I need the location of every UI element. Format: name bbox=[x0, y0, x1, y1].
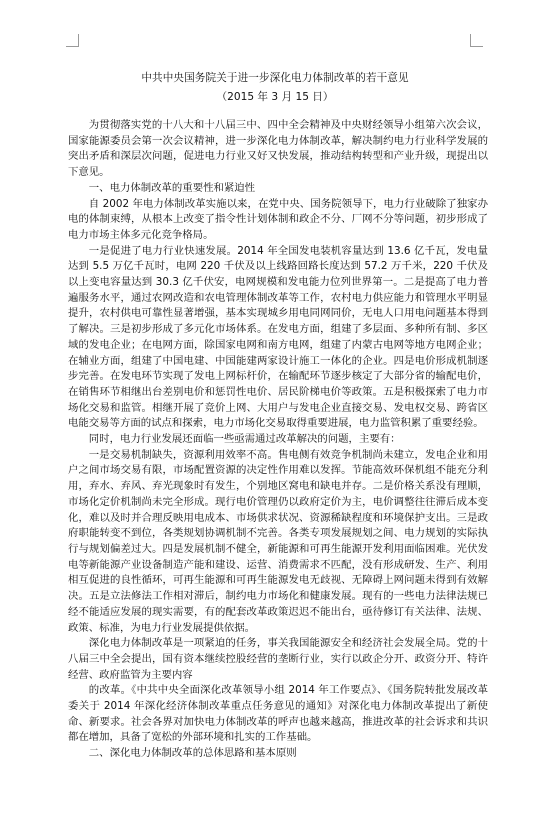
section-heading-1: 一、电力体制改革的重要性和紧迫性 bbox=[88, 181, 256, 194]
margin-corner-mark bbox=[470, 34, 483, 47]
margin-corner-mark bbox=[66, 34, 79, 47]
paragraph: 一是交易机制缺失，资源利用效率不高。售电侧有效竞争机制尚未建立，发电企业和用户之间市场交易有限，市场配置资源的决定性作用难以发挥。节能高效环保机组不能充分利用，弃水、弃风、弃光现象时有发生，个别地区窝电和缺电并存。二是价格关系没有理顺，市场化定价机制尚未完全形成。现行电价管理仍以政府定价为主，电价调整往往滞后成本变化，难以及时并合理反映用电成本、市场供求状况、资源稀缺程度和环境保护支出。三是政府职能转变不到位，各类规划协调机制不完善。各类专项发展规划之间、电力规划的实际执行与规划偏差过大。四是发展机制不健全，新能源和可再生能源开发利用面临困难。光伏发电等新能源产业设备制造产能和建设、运营、消费需求不匹配，没有形成研发、生产、利用相互促进的良性循环，可再生能源和可再生能源发电无歧视、无障碍上网问题未得到有效解决。五是立法修法工作相对滞后，制约电力市场化和健康发展。现有的一些电力法律法规已经不能适应发展的现实需要，有的配套改革政策迟迟不能出台，亟待修订有关法律、法规、政策、标准，为电力行业发展提供依据。 bbox=[68, 448, 488, 634]
paragraph: 自 2002 年电力体制改革实施以来，在党中央、国务院领导下，电力行业破除了独家办电的体制束缚，从根本上改变了指令性计划体制和政企不分、厂网不分等问题，初步形成了电力市场主体多元化竞争格局。 bbox=[68, 197, 488, 241]
document-body bbox=[68, 118, 488, 762]
paragraph: 一是促进了电力行业快速发展。2014 年全国发电装机容量达到 13.6 亿千瓦，发电量达到 5.5 万亿千瓦时，电网 220 千伏及以上线路回路长度达到 57.2 万千米，220 千伏及以上变电容量达到 30.3 亿千伏安，电网规模和发电能力位列世界第一。二是提高了电力普遍服务水平，通过农网改造和农电管理体制改革等工作，农村电力供应能力和管理水平明显提升，农村供电可靠性显著增强，基本实现城乡用电同网同价，无电人口用电问题基本得到了解决。三是初步形成了多元化市场体系。在发电方面，组建了多层面、多种所有制、多区域的发电企业；在电网方面，除国家电网和南方电网，组建了内蒙古电网等地方电网企业；在辅业方面，组建了中国电建、中国能建两家设计施工一体化的企业。四是电价形成机制逐步完善。在发电环节实现了发电上网标杆价，在输配环节逐步核定了大部分省的输配电价，在销售环节相继出台差别电价和惩罚性电价、居民阶梯电价等政策。五是积极探索了电力市场化交易和监管。相继开展了竞价上网、大用户与发电企业直接交易、发电权交易、跨省区电能交易等方面的试点和探索，电力市场化交易取得重要进展，电力监管积累了重要经验。 bbox=[68, 244, 488, 430]
document-title: 中共中央国务院关于进一步深化电力体制改革的若干意见 bbox=[141, 72, 409, 84]
section-heading-2: 二、深化电力体制改革的总体思路和基本原则 bbox=[88, 747, 297, 760]
paragraph-intro: 为贯彻落实党的十八大和十八届三中、四中全会精神及中央财经领导小组第六次会议，国家能源委员会第一次会议精神，进一步深化电力体制改革，解决制约电力行业科学发展的突出矛盾和深层次问题，促进电力行业又好又快发展，推动结构转型和产业升级，现提出以下意见。 bbox=[68, 119, 488, 179]
paragraph: 同时，电力行业发展还面临一些亟需通过改革解决的问题，主要有： bbox=[88, 433, 401, 446]
document-date: （2015 年 3 月 15 日） bbox=[216, 91, 334, 103]
paragraph: 的改革。《中共中央全面深化改革领导小组 2014 年工作要点》、《国务院转批发展改革委关于 2014 年深化经济体制改革重点任务意见的通知》对深化电力体制改革提出了新使命、新要求。社会各界对加快电力体制改革的呼声也越来越高，推进改革的社会诉求和共识都在增加，具备了宽松的外部环境和扎实的工作基础。 bbox=[68, 684, 488, 744]
paragraph: 深化电力体制改革是一项紧迫的任务，事关我国能源安全和经济社会发展全局。党的十八届三中全会提出，国有资本继续控股经营的垄断行业，实行以政企分开、政资分开、特许经营、政府监管为主要内容 bbox=[68, 637, 488, 681]
